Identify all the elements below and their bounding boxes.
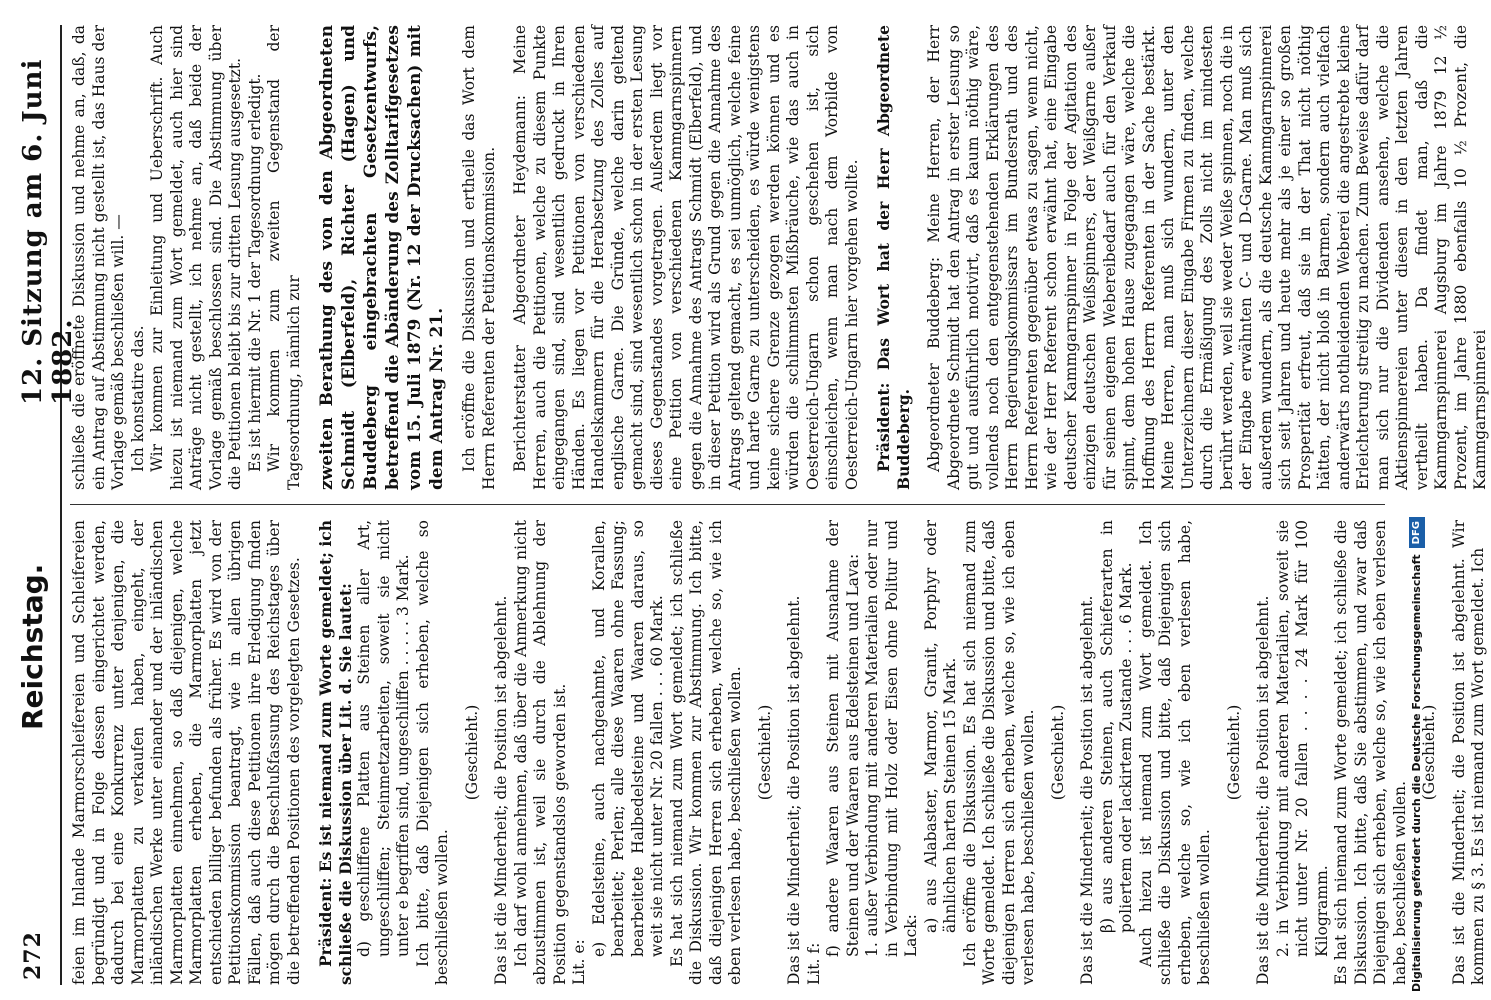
- paragraph: Ich konstatire das.: [128, 325, 147, 472]
- agenda-heading: zweiten Berathung des von den Abgeordneten Schmidt (Elberfeld), Richter (Hagen) und Buddeberg eingebrachten Gesetzentwurfs, betreffend die Abänderung des Zolltarifgesetzes vom 15. Juli 1879 (Nr. 12 der Drucksachen) mit dem Antrag Nr. 21.: [317, 25, 447, 490]
- paragraph: Lit. e:: [570, 939, 588, 985]
- page-number: 272: [20, 931, 46, 980]
- column-divider: [70, 504, 1385, 505]
- paragraph: schließe die eröffnete Diskussion und nehme an, daß, da ein Antrag auf Abstimmung nicht gestellt ist, das Haus der Vorlage gemäß beschließen will. —: [70, 25, 127, 490]
- list-item: 1. außer Verbindung mit anderen Materialien oder nur in Verbindung mit Holz oder Eisen ohne Politur und Lack:: [863, 520, 920, 957]
- list-item: 2. in Verbindung mit anderen Materialien, soweit sie nicht unter Nr. 20 fallen . . . . 24 Mark für 100 Kilogramm.: [1273, 520, 1331, 957]
- caption-text: Digitalisierung gefördert durch die Deutsche Forschungsgemeinschaft: [1410, 554, 1423, 992]
- list-item: d) geschliffene Platten aus Steinen aller Art, ungeschliffen; Steinmetzarbeiten, soweit sie nicht unter e begriffen sind, ungeschliffen . . . . . 3 Mark.: [355, 520, 412, 957]
- paragraph: Berichterstatter Abgeordneter Heydemann: Meine Herren, auch die Petitionen, welche zu diesem Punkte eingegangen sind, sind wesentlich gedruckt in Ihren Händen. Es liegen vor Petitionen von verschiedenen Handelskammern für die Herabsetzung des Zolles auf englische Garne. Die Gründe, welche darin geltend gemacht sind, sind wesentlich schon in der ersten Lesung dieses Gegenstandes vorgetragen. Außerdem liegt vor eine Petition von verschiedenen Kammgarnspinnern gegen die Annahme des Antrags Schmidt (Elberfeld), und in dieser Petition wird als Grund gegen die Annahme des Antrags geltend gemacht, es sei unmöglich, welche feine und harte Garne zu unterscheiden, es würde wenigstens keine sichere Grenze gezogen werden können und es würden die schlimmsten Mißbräuche, wie das auch in Oesterreich-Ungarn schon geschehen ist, sich einschleichen, wenn man nach dem Vorbilde von Oesterreich-Ungarn hier vorgehen wollte.: [511, 25, 861, 490]
- paragraph: Wir kommen zum zweiten Gegenstand der Tagesordnung, nämlich zur: [265, 25, 303, 490]
- dfg-logo: DFG: [1409, 517, 1425, 548]
- paragraph: Es hat sich niemand zum Worte gemeldet; ich schließe die Diskussion. Ich bitte, daß Sie abstimmen, und zwar daß Diejenigen sich erheben, welche so, wie ich eben verlesen habe, beschließen wollen.: [1332, 520, 1409, 985]
- paragraph: Das ist die Minderheit; die Position ist abgelehnt. Wir kommen zu § 3. Es ist niemand zum Wort gemeldet. Ich: [1449, 520, 1487, 985]
- paragraph: Es ist hiermit die Nr. 1 der Tagesordnung erledigt.: [245, 73, 264, 472]
- action-note: (Geschieht.): [1048, 704, 1067, 801]
- session-title: 12. Sitzung am 6. Juni 1882.: [18, 58, 78, 405]
- list-item: β) aus anderen Steinen, auch Schieferarten in poliertem oder lackirtem Zustande . . . 6 Mark.: [1097, 520, 1135, 933]
- digitization-caption: [1398, 0, 1428, 1000]
- paragraph: Wir kommen zur Einleitung und Ueberschrift. Auch hiezu ist niemand zum Wort gemeldet, auch hier sind Anträge nicht gestellt, ich nehme an, daß beide der Vorlage gemäß beschlossen sind. Die Abstimmung über die Petitionen bleibt bis zur dritten Lesung ausgesetzt.: [148, 25, 244, 490]
- paragraph: Das ist die Minderheit; die Position ist abgelehnt.: [1254, 595, 1272, 985]
- list-item: a) aus Alabaster, Marmor, Granit, Porphyr oder ähnlichen harten Steinen 15 Mark.: [921, 520, 959, 933]
- paragraph: Präsident: Das Wort hat der Herr Abgeordnete Buddeberg.: [874, 25, 913, 490]
- page-header: [10, 25, 78, 985]
- paragraph: Ich bitte, daß Diejenigen sich erheben, welche so beschließen wollen.: [413, 520, 451, 985]
- running-title: Reichstag.: [16, 563, 49, 730]
- action-note: (Geschieht.): [1420, 704, 1438, 801]
- paragraph: Ich eröffne die Diskussion und ertheile das Wort dem Herrn Referenten der Petitionskommission.: [460, 25, 498, 490]
- action-note: (Geschieht.): [1224, 704, 1243, 801]
- list-item: f) andere Waaren aus Steinen mit Ausnahme der Steinen und der Waaren aus Edelsteinen und Lava:: [824, 520, 862, 957]
- paragraph: Präsident: Es ist niemand zum Worte gemeldet; ich schließe die Diskussion über Lit. d. Sie lautet:: [316, 520, 355, 985]
- paragraph: Das ist die Minderheit; die Position ist abgelehnt.: [1078, 595, 1096, 985]
- paragraph: Das ist die Minderheit; die Position ist abgelehnt.: [492, 595, 510, 985]
- right-column: [70, 25, 1489, 490]
- paragraph: feien im Inlande Marmorschleifereien und Schleifereien begründigt und in Folge dessen eingerichtet werden, dadurch bei eine Konkurrenz unter denjenigen, die Marmorplatten zu verkaufen haben, eingeht, der inländischen Werke unter einander und der inländischen Marmorplatten einnehmen, so daß diejenigen, welche Marmorplatten erheben, die Marmorplatten jetzt entschieden billiger befunden als früher. Es wird von der Petitionskommission beantragt, wie in allen übrigen Fällen, daß auch diese Petitionen ihre Erledigung finden mögen durch die Beschlußfassung des Reichstages über die betreffenden Positionen des vorgelegten Gesetzes.: [70, 520, 303, 985]
- paragraph: Ich darf wohl annehmen, daß über die Anmerkung nicht abzustimmen ist, weil sie durch die Ablehnung der Position gegenstandslos geworden ist.: [511, 520, 569, 985]
- paragraph: Ich eröffne die Diskussion. Es hat sich niemand zum Worte gemeldet. Ich schließe die Diskussion und bitte, daß diejenigen Herren sich erheben, welche so, wie ich eben verlesen habe, beschließen wollen.: [960, 520, 1037, 985]
- list-item: e) Edelsteine, auch nachgeahmte, und Korallen, bearbeitet; Perlen; alle diese Waaren ohne Fassung; bearbeitete Halbedelsteine und Waaren daraus, so weit sie nicht unter Nr. 20 fallen . . . 60 Mark.: [589, 520, 666, 957]
- paragraph: Lit. f:: [804, 942, 823, 985]
- paragraph: Es hat sich niemand zum Wort gemeldet; ich schließe die Diskussion. Wir kommen zur Abstimmung. Ich bitte, daß diejenigen Herren sich erheben, welche so, wie ich eben verlesen habe, beschließen wollen.: [667, 520, 744, 985]
- paragraph: Auch hiezu ist niemand zum Wort gemeldet. Ich schließe die Diskussion und bitte, daß Diejenigen sich erheben, welche so, wie ich eben verlesen habe, beschließen wollen.: [1136, 520, 1213, 985]
- action-note: (Geschieht.): [462, 704, 481, 801]
- paragraph: Abgeordneter Buddeberg: Meine Herren, der Herr Abgeordnete Schmidt hat den Antrag in erster Lesung so gut und ausführlich motivirt, daß es kaum nöthig wäre, vollends noch den entgegenstehenden Erklärungen des Herrn Regierungskommissars im Bundesrath und des Herrn Referenten gegenüber etwas zu sagen, wenn nicht, wie der Herr Referent schon erwähnt hat, eine Eingabe deutscher Kammgarnspinner in Folge der Agitation des einzigen deutschen Weißspinners, der Weißgarne außer für seinen eigenen Webereibedarf auch für den Verkauf spinnt, dem hohen Hause zugegangen wäre, welche die Hoffnung des Herrn Referenten in der Sache bestärkt. Meine Herren, man muß sich wundern, unter den Unterzeichnern dieser Eingabe Firmen zu finden, welche durch die Ermäßigung des Zolls nicht im mindesten berührt werden, weil sie weder Weiße spinnen, noch die in der Eingabe erwähnten C- und D-Garne. Man muß sich außerdem wundern, als die deutsche Kammgarnspinnerei sich seit Jahren und heute mehr als je einer so großen Prosperität erfreut, daß sie in der That nicht nöthig hätten, der nicht bloß in Barmen, sondern auch vielfach anderwärts nothleidenden Weberei die angestrebte kleine Erleichterung streitig zu machen. Zum Beweise dafür darf man sich nur die Dividenden ansehen, welche die Aktienspinnereien unter diesen in den letzten Jahren vertheilt haben. Da findet man, daß die Kammgarnspinnerei Augsburg im Jahre 1879 12 ½ Prozent, im Jahre 1880 ebenfalls 10 ½ Prozent, die Kammgarnspinnerei: [925, 25, 1489, 490]
- action-note: (Geschieht.): [755, 704, 774, 801]
- paragraph: Das ist die Minderheit; die Position ist abgelehnt.: [785, 595, 803, 985]
